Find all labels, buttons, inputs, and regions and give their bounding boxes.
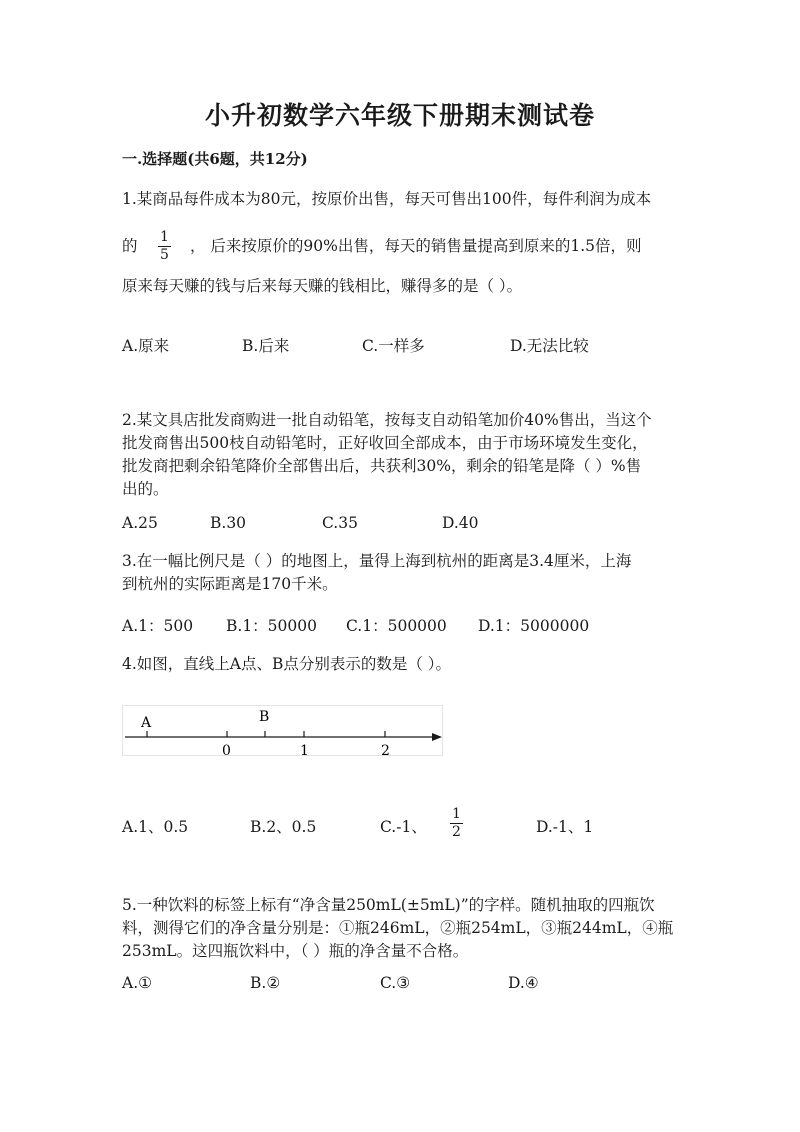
q4-option-c[interactable]: C.-1、	[380, 818, 427, 836]
q2-line-1: 2.某文具店批发商购进一批自动铅笔，按每支自动铅笔加价40%售出，当这个	[122, 411, 652, 429]
tick-label-2: 2	[381, 743, 390, 759]
q1-line-2-prefix: 的	[122, 237, 138, 255]
q2-option-c[interactable]: C.35	[322, 514, 358, 532]
fraction-denominator: 5	[160, 247, 169, 263]
q5-line-1: 5.一种饮料的标签上标有“净含量250mL(±5mL)”的字样。随机抽取的四瓶饮	[122, 896, 655, 914]
q1-line-1: 1.某商品每件成本为80元，按原价出售，每天可售出100件，每件利润为成本	[122, 190, 652, 208]
q2-option-b[interactable]: B.30	[210, 514, 247, 532]
q3-line-1: 3.在一幅比例尺是（ ）的地图上，量得上海到杭州的距离是3.4厘米，上海	[122, 552, 632, 570]
q3-line-2: 到杭州的实际距离是170千米。	[122, 575, 338, 593]
arrow-head-icon	[432, 733, 442, 741]
q3-option-b[interactable]: B.1：50000	[226, 617, 317, 635]
q1-option-b[interactable]: B.后来	[242, 337, 290, 355]
q5-line-3: 253mL。这四瓶饮料中，（ ）瓶的净含量不合格。	[122, 942, 469, 960]
q1-line-2-rest: ， 后来按原价的90%出售，每天的销售量提高到原来的1.5倍，则	[190, 237, 642, 255]
q1-line-3: 原来每天赚的钱与后来每天赚的钱相比，赚得多的是（ ）。	[122, 277, 523, 295]
q1-option-c[interactable]: C.一样多	[362, 337, 425, 355]
q5-option-c[interactable]: C.③	[380, 974, 411, 992]
q3-option-a[interactable]: A.1：500	[122, 617, 194, 635]
q1-fraction	[158, 229, 171, 264]
number-line-figure	[122, 705, 452, 760]
fraction-denominator: 2	[452, 824, 461, 840]
q5-option-b[interactable]: B.②	[250, 974, 281, 992]
page-title: 小升初数学六年级下册期末测试卷	[204, 101, 595, 130]
tick-label-0: 0	[222, 743, 231, 759]
q4-option-c-fraction	[450, 806, 463, 841]
q4-option-d[interactable]: D.-1、1	[536, 818, 594, 836]
q2-option-d[interactable]: D.40	[442, 514, 479, 532]
q4-option-a[interactable]: A.1、0.5	[122, 818, 189, 836]
fraction-numerator: 1	[452, 806, 461, 822]
q1-option-d[interactable]: D.无法比较	[510, 337, 589, 355]
q4-line-1: 4.如图，直线上A点、B点分别表示的数是（ ）。	[122, 655, 452, 673]
label-point-a: A	[141, 715, 152, 731]
section-heading: 一.选择题(共6题，共12分)	[122, 150, 308, 168]
q5-line-2: 料，测得它们的净含量分别是：①瓶246mL，②瓶254mL，③瓶244mL，④瓶	[122, 919, 674, 937]
q3-option-c[interactable]: C.1：500000	[346, 617, 447, 635]
q4-option-b[interactable]: B.2、0.5	[250, 818, 317, 836]
label-point-b: B	[259, 709, 270, 725]
figure-frame	[123, 706, 443, 756]
fraction-numerator: 1	[160, 229, 169, 245]
q2-line-3: 批发商把剩余铅笔降价全部售出后，共获利30%，剩余的铅笔是降（ ）%售	[122, 457, 642, 475]
q1-option-a[interactable]: A.原来	[122, 337, 170, 355]
q2-line-4: 出的。	[122, 480, 169, 498]
q5-option-a[interactable]: A.①	[122, 974, 153, 992]
tick-label-1: 1	[300, 743, 309, 759]
q2-option-a[interactable]: A.25	[122, 514, 158, 532]
q3-option-d[interactable]: D.1：5000000	[478, 617, 590, 635]
q2-line-2: 批发商售出500枝自动铅笔时，正好收回全部成本，由于市场环境发生变化，	[122, 434, 648, 452]
q5-option-d[interactable]: D.④	[508, 974, 539, 992]
